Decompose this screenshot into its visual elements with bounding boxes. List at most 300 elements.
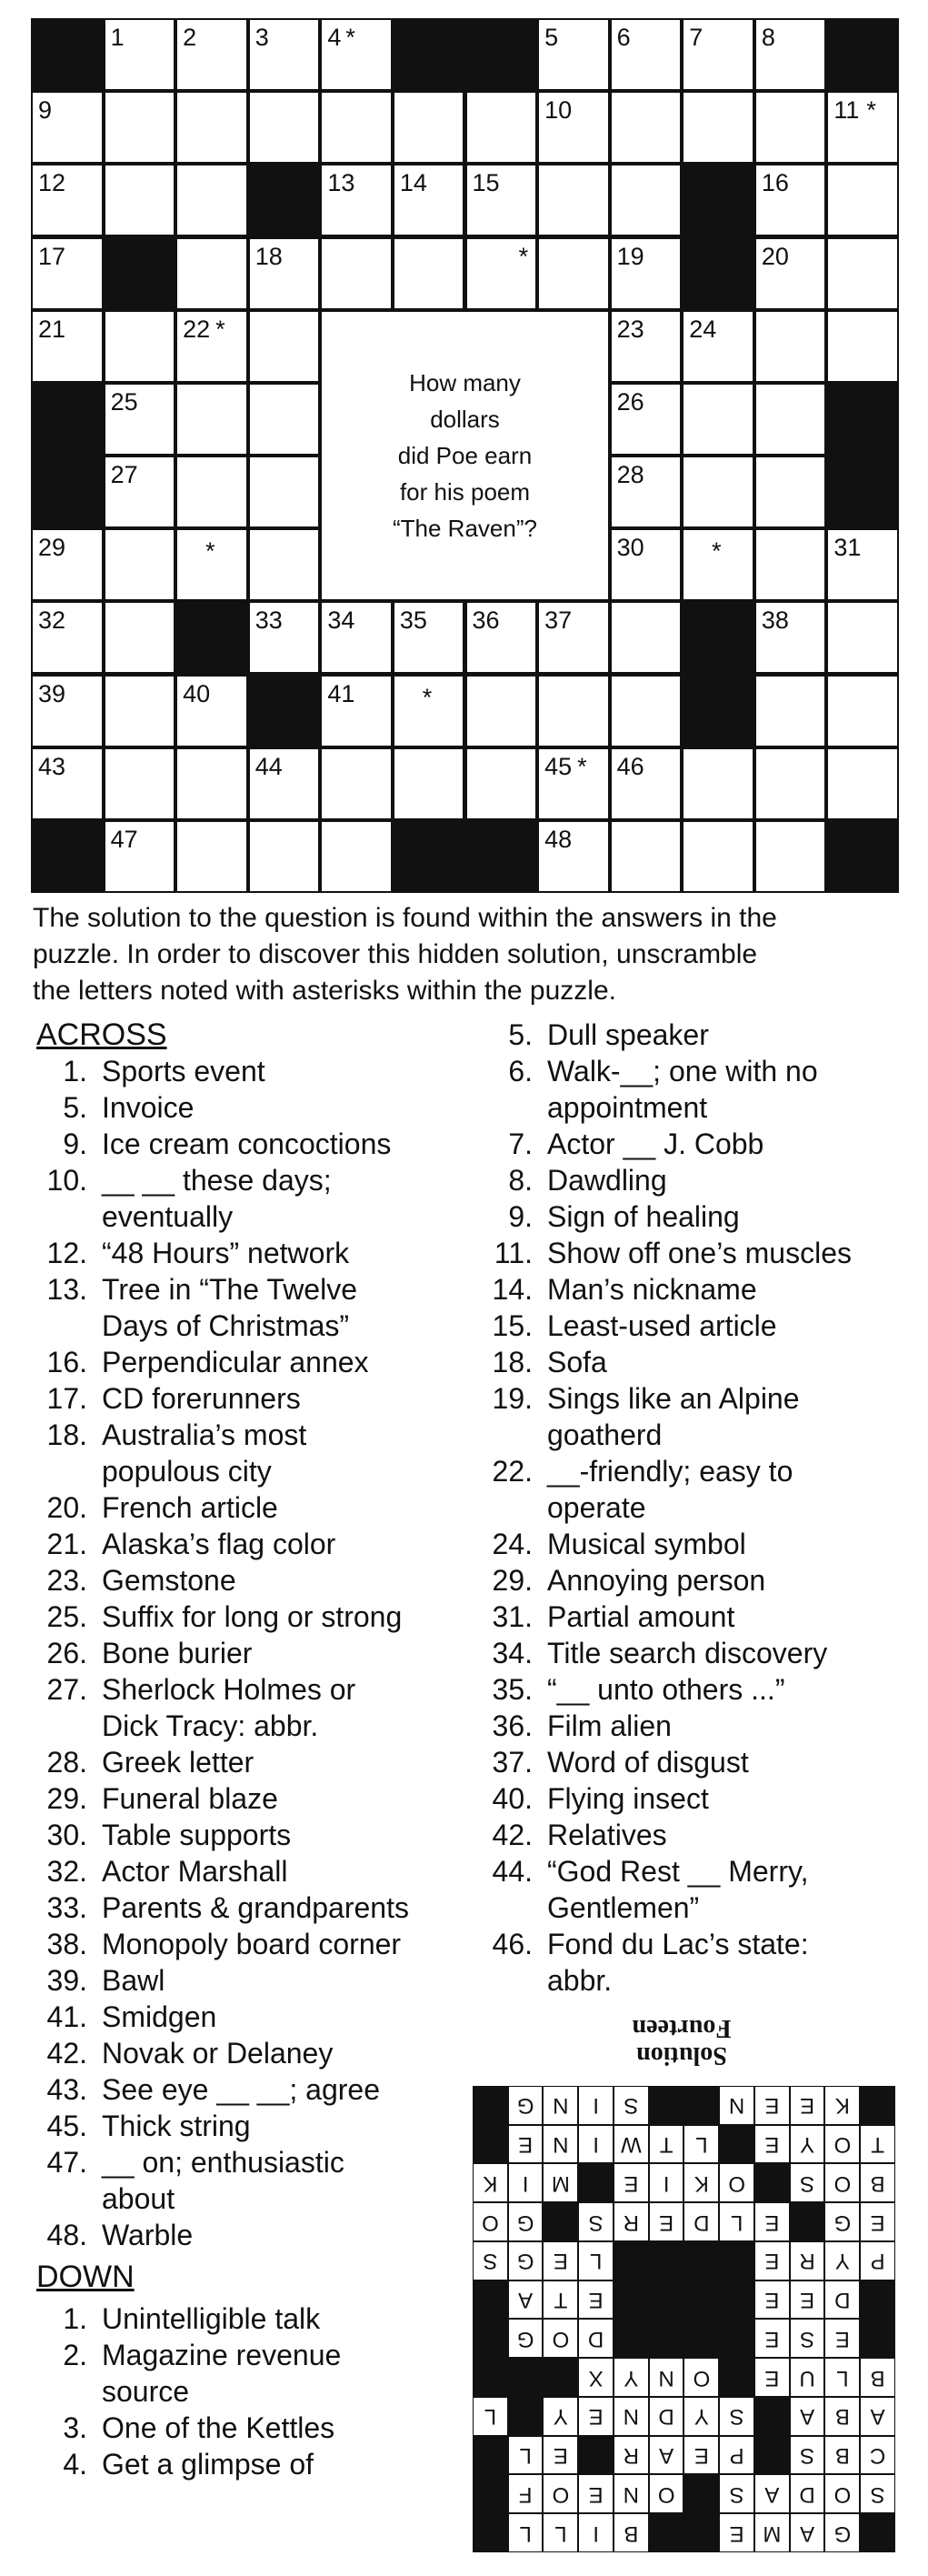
grid-cell[interactable] bbox=[250, 530, 319, 599]
grid-cell[interactable] bbox=[756, 457, 825, 526]
grid-cell[interactable] bbox=[394, 93, 464, 162]
grid-cell[interactable] bbox=[612, 239, 681, 308]
grid-cell[interactable] bbox=[467, 677, 536, 746]
solution-cell: S bbox=[474, 2242, 507, 2280]
solution-title bbox=[591, 2014, 773, 2069]
asterisk-marker: * bbox=[215, 315, 225, 343]
solution-cell: E bbox=[755, 2281, 789, 2319]
solution-cell: Y bbox=[685, 2398, 719, 2435]
clue-text: Sign of healing bbox=[547, 1200, 740, 1233]
grid-cell[interactable] bbox=[756, 20, 825, 89]
clue-number: 5. bbox=[508, 1018, 533, 1051]
clue-text: Actor Marshall bbox=[102, 1855, 288, 1888]
clue-number: 13. bbox=[46, 1273, 87, 1306]
grid-cell[interactable] bbox=[756, 530, 825, 599]
clue-text: Australia’s most bbox=[102, 1418, 307, 1451]
clue-number: 26. bbox=[46, 1637, 87, 1669]
clue-item bbox=[482, 1308, 909, 1344]
clue-number: 44 bbox=[254, 752, 283, 780]
clue-number: 43 bbox=[38, 752, 66, 780]
clue-item bbox=[36, 1526, 464, 1562]
grid-cell[interactable] bbox=[322, 822, 391, 891]
grid-cell[interactable] bbox=[756, 385, 825, 454]
grid-cell[interactable] bbox=[394, 677, 464, 746]
clue-item bbox=[36, 2035, 464, 2071]
solution-cell: S bbox=[791, 2437, 824, 2474]
grid-cell[interactable] bbox=[177, 677, 246, 746]
clue-text: Word of disgust bbox=[547, 1746, 749, 1779]
clue-text: about bbox=[102, 2182, 175, 2215]
clue-number: 6. bbox=[508, 1055, 533, 1088]
clue-number: 40. bbox=[492, 1782, 533, 1815]
clue-item bbox=[482, 1453, 909, 1526]
grid-cell[interactable] bbox=[539, 93, 608, 162]
asterisk-marker: * bbox=[345, 24, 355, 51]
grid-cell[interactable] bbox=[250, 749, 319, 818]
solution-cell: L bbox=[544, 2514, 578, 2551]
clue-item bbox=[482, 1708, 909, 1744]
grid-cell[interactable] bbox=[612, 603, 681, 672]
grid-cell[interactable] bbox=[105, 93, 175, 162]
solution-cell: F bbox=[509, 2476, 543, 2513]
clue-number: 8 bbox=[761, 24, 775, 51]
grid-cell[interactable] bbox=[828, 312, 897, 381]
across-heading: ACROSS bbox=[36, 1017, 167, 1052]
clue-text: __ on; enthusiastic bbox=[102, 2146, 344, 2179]
clue-number: 32 bbox=[38, 606, 66, 635]
clue-item bbox=[36, 1489, 464, 1526]
solution-cell: N bbox=[614, 2398, 648, 2435]
clue-number: 35. bbox=[492, 1673, 533, 1706]
grid-cell[interactable] bbox=[250, 603, 319, 672]
grid-cell[interactable] bbox=[684, 457, 753, 526]
grid-cell[interactable] bbox=[250, 312, 319, 381]
clue-item bbox=[36, 2071, 464, 2108]
grid-cell[interactable] bbox=[105, 20, 175, 89]
solution-cell: K bbox=[474, 2165, 507, 2202]
grid-cell[interactable] bbox=[394, 165, 464, 235]
solution-cell: B bbox=[614, 2514, 648, 2551]
grid-cell[interactable] bbox=[177, 457, 246, 526]
grid-cell[interactable] bbox=[828, 677, 897, 746]
grid-cell[interactable] bbox=[467, 165, 536, 235]
clue-number: 15 bbox=[472, 169, 500, 197]
clue-item bbox=[482, 1198, 909, 1235]
grid-cell[interactable] bbox=[322, 165, 391, 235]
clue-text: Partial amount bbox=[547, 1600, 735, 1633]
solution-cell: L bbox=[685, 2126, 719, 2163]
solution-cell: E bbox=[685, 2437, 719, 2474]
clue-number: 33. bbox=[46, 1891, 87, 1924]
solution-cell: E bbox=[755, 2087, 789, 2124]
grid-cell[interactable] bbox=[684, 530, 753, 599]
grid-cell[interactable] bbox=[612, 749, 681, 818]
clue-text: Unintelligible talk bbox=[102, 2302, 321, 2335]
clue-text: Funeral blaze bbox=[102, 1782, 278, 1815]
question-line: did Poe earn bbox=[397, 441, 533, 469]
solution-cell: B bbox=[861, 2359, 894, 2396]
grid-cell[interactable] bbox=[105, 603, 175, 672]
clue-number: 32. bbox=[46, 1855, 87, 1888]
solution-title-line: Solution bbox=[636, 2041, 727, 2070]
clue-number: 46 bbox=[616, 752, 644, 780]
clue-item bbox=[482, 1126, 909, 1162]
grid-cell[interactable] bbox=[467, 603, 536, 672]
solution-cell: S bbox=[791, 2165, 824, 2202]
solution-cell: K bbox=[826, 2087, 860, 2124]
grid-cell[interactable] bbox=[539, 822, 608, 891]
grid-cell[interactable] bbox=[322, 603, 391, 672]
clue-item bbox=[36, 2446, 464, 2482]
clue-number: 7. bbox=[508, 1128, 533, 1160]
grid-cell[interactable] bbox=[756, 603, 825, 672]
grid-cell[interactable] bbox=[756, 677, 825, 746]
grid-cell[interactable] bbox=[322, 677, 391, 746]
clue-text: Walk-__; one with no bbox=[547, 1055, 818, 1088]
grid-cell[interactable] bbox=[539, 239, 608, 308]
grid-cell[interactable] bbox=[33, 603, 102, 672]
grid-cell[interactable] bbox=[394, 239, 464, 308]
clue-number: 10. bbox=[46, 1164, 87, 1197]
clue-number: 2 bbox=[183, 24, 197, 51]
grid-cell[interactable] bbox=[322, 20, 391, 89]
solution-cell: N bbox=[720, 2087, 753, 2124]
clue-item bbox=[36, 1162, 464, 1235]
grid-cell[interactable] bbox=[177, 20, 246, 89]
solution-cell: L bbox=[826, 2359, 860, 2396]
clue-text: Title search discovery bbox=[547, 1637, 828, 1669]
clue-number: 45. bbox=[46, 2110, 87, 2142]
clue-number: 12. bbox=[46, 1237, 87, 1269]
instructions bbox=[33, 900, 905, 1009]
solution-cell: I bbox=[509, 2165, 543, 2202]
clue-item bbox=[36, 1999, 464, 2035]
clue-number: 4 bbox=[327, 24, 342, 51]
grid-cell[interactable] bbox=[612, 93, 681, 162]
clue-number: 1 bbox=[110, 24, 125, 51]
grid-cell[interactable] bbox=[539, 165, 608, 235]
grid-cell[interactable] bbox=[612, 312, 681, 381]
grid-cell[interactable] bbox=[539, 603, 608, 672]
clue-number: 38. bbox=[46, 1928, 87, 1960]
solution-cell: R bbox=[614, 2203, 648, 2240]
clue-text: Parents & grandparents bbox=[102, 1891, 409, 1924]
question-line: for his poem bbox=[399, 477, 531, 506]
solution-cell: A bbox=[509, 2281, 543, 2319]
solution-cell: T bbox=[544, 2281, 578, 2319]
grid-cell[interactable] bbox=[250, 822, 319, 891]
clue-text: Sings like an Alpine bbox=[547, 1382, 800, 1415]
grid-cell[interactable] bbox=[828, 239, 897, 308]
solution-cell: B bbox=[861, 2165, 894, 2202]
clue-item bbox=[36, 2108, 464, 2144]
clue-text: Suffix for long or strong bbox=[102, 1600, 403, 1633]
solution-cell: E bbox=[861, 2203, 894, 2240]
clue-number: 27 bbox=[110, 461, 138, 488]
clue-number: 41. bbox=[46, 2000, 87, 2033]
grid-cell[interactable] bbox=[250, 239, 319, 308]
clue-item bbox=[36, 1344, 464, 1380]
clue-text: Warble bbox=[102, 2219, 194, 2251]
solution-cell: X bbox=[579, 2359, 613, 2396]
clue-number: 34 bbox=[327, 606, 355, 635]
grid-cell[interactable] bbox=[684, 312, 753, 381]
clue-text: “__ unto others ...” bbox=[547, 1673, 785, 1706]
grid-cell[interactable] bbox=[105, 165, 175, 235]
clue-text: Sofa bbox=[547, 1346, 607, 1378]
grid-cell[interactable] bbox=[756, 749, 825, 818]
clue-text: Table supports bbox=[102, 1819, 292, 1851]
solution-cell: K bbox=[685, 2165, 719, 2202]
grid-cell[interactable] bbox=[33, 93, 102, 162]
solution-cell: A bbox=[650, 2437, 684, 2474]
clue-number: 38 bbox=[761, 606, 789, 635]
solution-cell: B bbox=[826, 2437, 860, 2474]
grid-cell[interactable] bbox=[177, 165, 246, 235]
grid-cell[interactable] bbox=[33, 749, 102, 818]
grid-cell[interactable] bbox=[250, 20, 319, 89]
grid-cell[interactable] bbox=[394, 603, 464, 672]
solution-cell: E bbox=[791, 2281, 824, 2319]
solution-cell: E bbox=[579, 2281, 613, 2319]
clue-number: 23 bbox=[616, 315, 644, 343]
grid-cell[interactable] bbox=[467, 749, 536, 818]
clue-number: 16. bbox=[46, 1346, 87, 1378]
solution-cell: I bbox=[579, 2514, 613, 2551]
solution-cell: P bbox=[720, 2437, 753, 2474]
clue-number: 5 bbox=[544, 24, 559, 51]
grid-cell[interactable] bbox=[828, 749, 897, 818]
clue-text: Ice cream concoctions bbox=[102, 1128, 392, 1160]
solution-cell: Y bbox=[826, 2242, 860, 2280]
grid-cell[interactable] bbox=[828, 93, 897, 162]
solution-cell: E bbox=[579, 2476, 613, 2513]
clue-number: 33 bbox=[254, 606, 283, 635]
solution-cell: W bbox=[614, 2126, 648, 2163]
clue-number: 39 bbox=[38, 679, 66, 707]
grid-cell[interactable] bbox=[33, 677, 102, 746]
solution-cell: M bbox=[755, 2514, 789, 2551]
grid-cell[interactable] bbox=[177, 385, 246, 454]
clue-text: source bbox=[102, 2375, 190, 2408]
clue-number: 43. bbox=[46, 2073, 87, 2106]
grid-cell[interactable] bbox=[612, 20, 681, 89]
grid-cell[interactable] bbox=[177, 530, 246, 599]
grid-cell[interactable] bbox=[177, 749, 246, 818]
grid-cell[interactable] bbox=[612, 822, 681, 891]
clue-item bbox=[482, 1926, 909, 1999]
solution-cell: E bbox=[755, 2126, 789, 2163]
solution-cell: I bbox=[650, 2165, 684, 2202]
clue-text: Alaska’s flag color bbox=[102, 1528, 336, 1560]
clue-number: 37. bbox=[492, 1746, 533, 1779]
grid-cell[interactable] bbox=[828, 603, 897, 672]
clue-number: 29. bbox=[492, 1564, 533, 1597]
grid-cell[interactable] bbox=[33, 312, 102, 381]
grid-cell[interactable] bbox=[612, 457, 681, 526]
grid-cell[interactable] bbox=[322, 749, 391, 818]
grid-cell[interactable] bbox=[539, 677, 608, 746]
grid-cell[interactable] bbox=[756, 165, 825, 235]
solution-cell: G bbox=[509, 2320, 543, 2358]
clue-number: 37 bbox=[544, 606, 573, 635]
grid-cell[interactable] bbox=[684, 20, 753, 89]
grid-cell[interactable] bbox=[539, 749, 608, 818]
clue-item bbox=[482, 1053, 909, 1126]
clue-number: 22 bbox=[183, 315, 211, 343]
clue-number: 4. bbox=[63, 2448, 87, 2481]
solution-cell: R bbox=[791, 2242, 824, 2280]
grid-cell[interactable] bbox=[684, 93, 753, 162]
solution-cell: E bbox=[755, 2242, 789, 2280]
clue-item bbox=[36, 1089, 464, 1126]
clue-number: 16 bbox=[761, 169, 789, 197]
grid-cell[interactable] bbox=[105, 530, 175, 599]
grid-cell[interactable] bbox=[322, 239, 391, 308]
grid-cell[interactable] bbox=[828, 165, 897, 235]
solution-cell: A bbox=[755, 2476, 789, 2513]
grid-cell[interactable] bbox=[177, 822, 246, 891]
clue-text: Thick string bbox=[102, 2110, 251, 2142]
grid-cell[interactable] bbox=[684, 749, 753, 818]
clue-number: 48 bbox=[544, 825, 573, 853]
clue-item bbox=[36, 1380, 464, 1417]
clue-number: 2. bbox=[63, 2339, 87, 2371]
solution-cell: S bbox=[720, 2398, 753, 2435]
grid-cell[interactable] bbox=[177, 93, 246, 162]
crossword-grid bbox=[31, 18, 899, 893]
grid-cell[interactable] bbox=[756, 93, 825, 162]
clue-text: Show off one’s muscles bbox=[547, 1237, 852, 1269]
solution-cell: E bbox=[791, 2087, 824, 2124]
grid-cell[interactable] bbox=[756, 822, 825, 891]
solution-cell: I bbox=[579, 2126, 613, 2163]
grid-cell[interactable] bbox=[684, 385, 753, 454]
grid-cell[interactable] bbox=[539, 20, 608, 89]
solution-cell: D bbox=[685, 2203, 719, 2240]
clue-item bbox=[36, 1889, 464, 1926]
clue-number: 30. bbox=[46, 1819, 87, 1851]
solution-cell: S bbox=[861, 2476, 894, 2513]
solution-cell: S bbox=[579, 2203, 613, 2240]
clue-number: 5. bbox=[63, 1091, 87, 1124]
question-line: dollars bbox=[430, 405, 500, 433]
clue-item bbox=[36, 1599, 464, 1635]
clue-text: Monopoly board corner bbox=[102, 1928, 402, 1960]
grid-cell[interactable] bbox=[105, 457, 175, 526]
solution-cell: N bbox=[544, 2126, 578, 2163]
clue-number: 1. bbox=[63, 2302, 87, 2335]
solution-cell: E bbox=[755, 2320, 789, 2358]
grid-cell[interactable] bbox=[467, 239, 536, 308]
grid-cell[interactable] bbox=[250, 385, 319, 454]
grid-cell[interactable] bbox=[612, 165, 681, 235]
clue-item bbox=[482, 1817, 909, 1853]
grid-cell[interactable] bbox=[756, 312, 825, 381]
grid-cell[interactable] bbox=[612, 530, 681, 599]
clue-item bbox=[482, 1853, 909, 1926]
clue-text: __ __ these days; bbox=[102, 1164, 332, 1197]
clue-item bbox=[482, 1671, 909, 1708]
instructions-line: the letters noted with asterisks within the puzzle. bbox=[33, 976, 616, 1006]
grid-cell[interactable] bbox=[177, 312, 246, 381]
clue-number: 6 bbox=[616, 24, 631, 51]
clue-item bbox=[36, 1744, 464, 1780]
clue-item bbox=[482, 1744, 909, 1780]
clue-text: CD forerunners bbox=[102, 1382, 301, 1415]
grid-cell[interactable] bbox=[105, 677, 175, 746]
clue-number: 12 bbox=[38, 169, 66, 197]
grid-cell[interactable] bbox=[105, 822, 175, 891]
solution-cell: E bbox=[614, 2165, 648, 2202]
clue-item bbox=[36, 1671, 464, 1744]
clue-text: Gemstone bbox=[102, 1564, 236, 1597]
clue-text: French article bbox=[102, 1491, 278, 1524]
solution-cell: O bbox=[720, 2165, 753, 2202]
clue-item bbox=[36, 1271, 464, 1344]
grid-cell[interactable] bbox=[33, 165, 102, 235]
grid-cell[interactable] bbox=[33, 239, 102, 308]
grid-cell[interactable] bbox=[105, 749, 175, 818]
clue-text: Relatives bbox=[547, 1819, 667, 1851]
grid-cell[interactable] bbox=[250, 457, 319, 526]
grid-cell[interactable] bbox=[612, 677, 681, 746]
clue-number: 18 bbox=[254, 242, 283, 270]
clue-item bbox=[36, 1635, 464, 1671]
grid-cell[interactable] bbox=[177, 239, 246, 308]
grid-cell[interactable] bbox=[828, 530, 897, 599]
solution-cell: E bbox=[826, 2320, 860, 2358]
grid-cell[interactable] bbox=[105, 385, 175, 454]
clue-text: See eye __ __; agree bbox=[102, 2073, 381, 2106]
question-box bbox=[322, 312, 607, 600]
solution-cell: O bbox=[544, 2476, 578, 2513]
solution-cell: O bbox=[685, 2359, 719, 2396]
clue-number: 15. bbox=[492, 1309, 533, 1342]
grid-cell[interactable] bbox=[250, 93, 319, 162]
clue-number: 11 bbox=[833, 96, 860, 125]
solution-cell: G bbox=[826, 2514, 860, 2551]
clue-text: Bawl bbox=[102, 1964, 165, 1997]
clue-item bbox=[482, 1562, 909, 1599]
grid-cell[interactable] bbox=[684, 822, 753, 891]
grid-cell[interactable] bbox=[467, 93, 536, 162]
grid-cell[interactable] bbox=[33, 530, 102, 599]
clue-number: 31. bbox=[492, 1600, 533, 1633]
clue-text: Actor __ J. Cobb bbox=[547, 1128, 764, 1160]
clue-text: Invoice bbox=[102, 1091, 195, 1124]
clue-item bbox=[36, 1126, 464, 1162]
grid-cell[interactable] bbox=[105, 312, 175, 381]
solution-cell: O bbox=[826, 2476, 860, 2513]
grid-cell[interactable] bbox=[322, 93, 391, 162]
clue-text: goatherd bbox=[547, 1418, 663, 1451]
clue-item bbox=[36, 1853, 464, 1889]
grid-cell[interactable] bbox=[612, 385, 681, 454]
grid-cell[interactable] bbox=[394, 749, 464, 818]
clue-number: 11. bbox=[494, 1237, 533, 1269]
clue-text: Days of Christmas” bbox=[102, 1309, 350, 1342]
clue-text: Perpendicular annex bbox=[102, 1346, 369, 1378]
down-heading: DOWN bbox=[36, 2260, 135, 2294]
solution-cell: B bbox=[826, 2398, 860, 2435]
clue-text: Tree in “The Twelve bbox=[102, 1273, 357, 1306]
clue-text: Flying insect bbox=[547, 1782, 709, 1815]
clue-item bbox=[36, 2410, 464, 2446]
solution-cell: L bbox=[509, 2514, 543, 2551]
grid-cell[interactable] bbox=[756, 239, 825, 308]
solution-cell: Y bbox=[614, 2359, 648, 2396]
